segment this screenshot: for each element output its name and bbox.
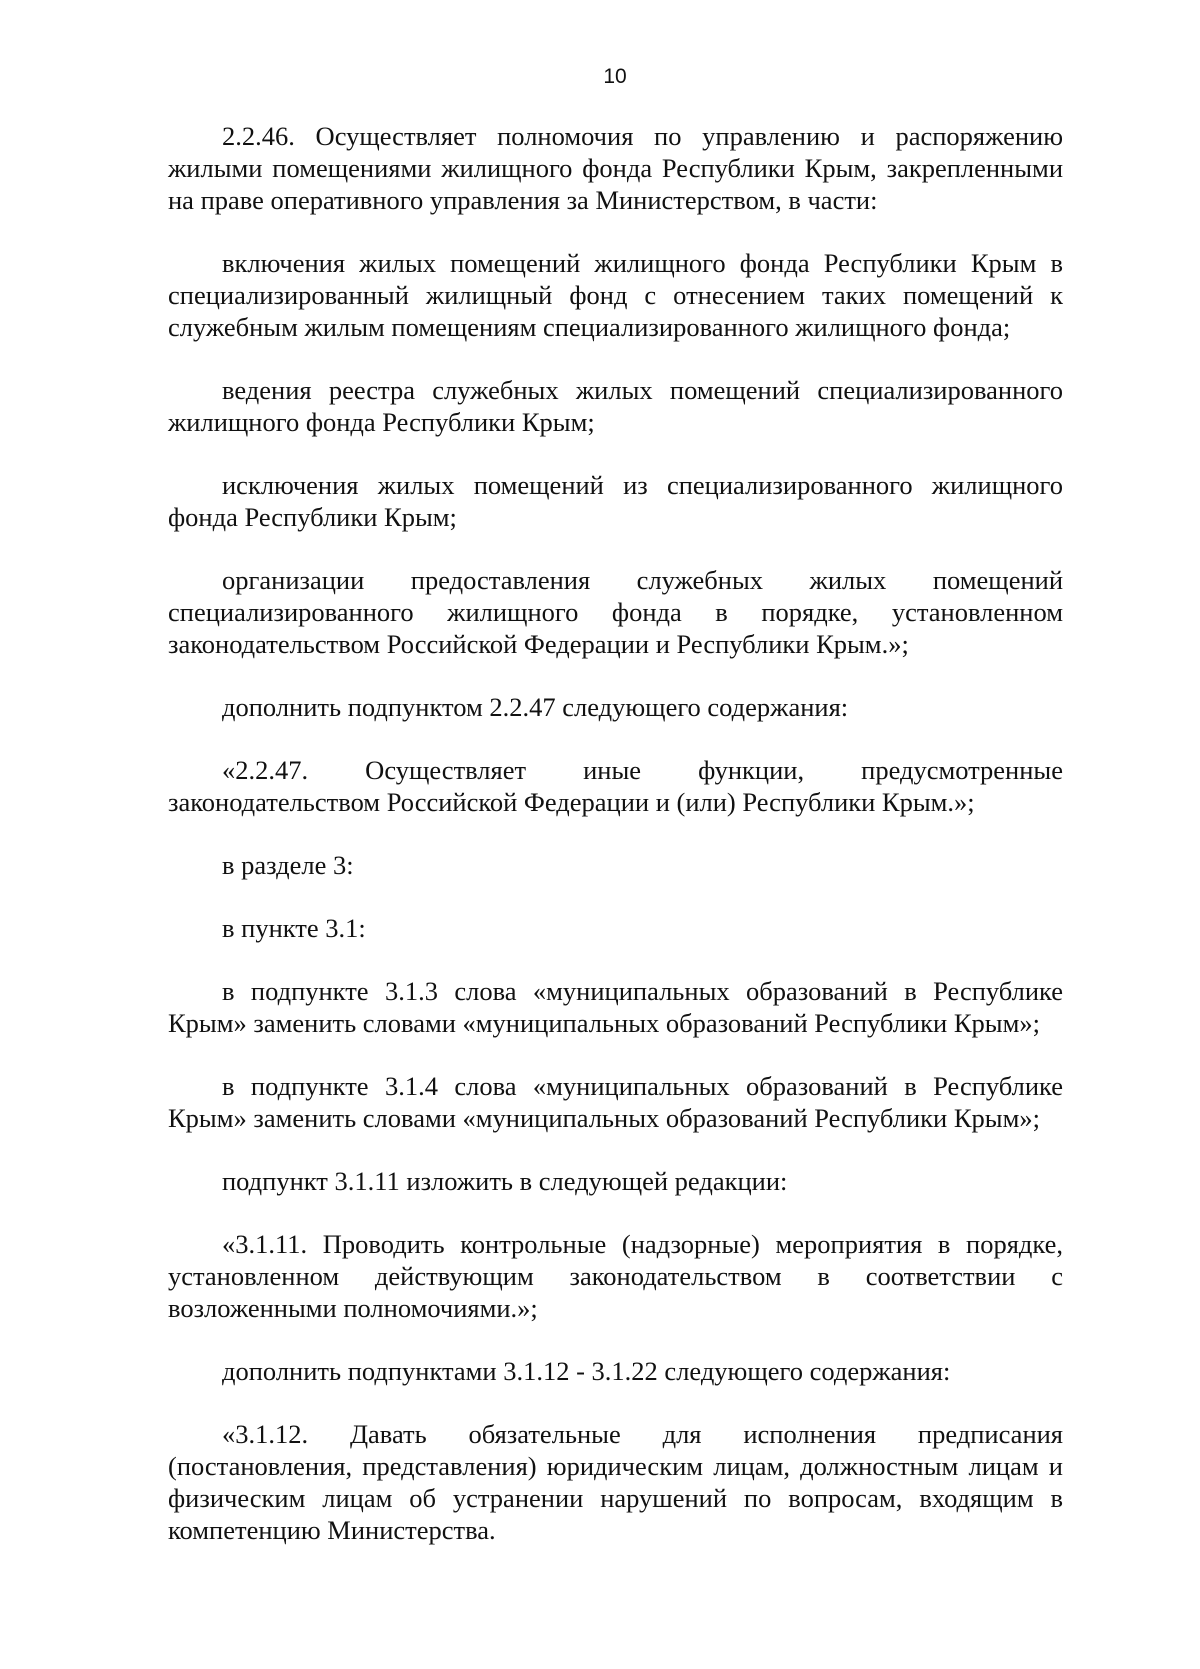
paragraph-3-1-12: «3.1.12. Давать обязательные для исполнения предписания (постановления, представления) юридическим лицам, должностным лицам и физическим лицам об устранении нарушений по вопросам, входящим в компетенцию Министерства. — [168, 1419, 1063, 1545]
paragraph-inclusion: включения жилых помещений жилищного фонда Республики Крым в специализированный жилищный фонд с отнесением таких помещений к служебным жилым помещениям специализированного жилищного фонда; — [168, 248, 1063, 342]
paragraph-add-2-2-47: дополнить подпунктом 2.2.47 следующего содержания: — [222, 692, 849, 722]
paragraph-point-3-1: в пункте 3.1: — [222, 913, 366, 943]
paragraph-registry: ведения реестра служебных жилых помещений специализированного жилищного фонда Республики Крым; — [168, 375, 1063, 437]
paragraph-section-3: в разделе 3: — [222, 850, 354, 880]
paragraph-2-2-46: 2.2.46. Осуществляет полномочия по управлению и распоряжению жилыми помещениями жилищного фонда Республики Крым, закрепленными на праве оперативного управления за Министерством, в части: — [168, 121, 1063, 215]
paragraph-3-1-3: в подпункте 3.1.3 слова «муниципальных образований в Республике Крым» заменить словами «муниципальных образований Республики Крым»; — [168, 976, 1063, 1038]
paragraph-3-1-11: «3.1.11. Проводить контрольные (надзорные) мероприятия в порядке, установленном действующим законодательством в соответствии с возложенными полномочиями.»; — [168, 1229, 1063, 1323]
paragraph-organization: организации предоставления служебных жилых помещений специализированного жилищного фонда в порядке, установленном законодательством Российской Федерации и Республики Крым.»; — [168, 565, 1063, 659]
paragraph-3-1-4: в подпункте 3.1.4 слова «муниципальных образований в Республике Крым» заменить словами «муниципальных образований Республики Крым»; — [168, 1071, 1063, 1133]
document-body — [168, 120, 1063, 1577]
paragraph-3-1-11-intro: подпункт 3.1.11 изложить в следующей редакции: — [222, 1166, 788, 1196]
paragraph-exclusion: исключения жилых помещений из специализированного жилищного фонда Республики Крым; — [168, 470, 1063, 532]
paragraph-add-3-1-12-22: дополнить подпунктами 3.1.12 - 3.1.22 следующего содержания: — [222, 1356, 951, 1386]
page-number: 10 — [603, 65, 627, 88]
paragraph-2-2-47: «2.2.47. Осуществляет иные функции, предусмотренные законодательством Российской Федерации и (или) Республики Крым.»; — [168, 755, 1063, 817]
